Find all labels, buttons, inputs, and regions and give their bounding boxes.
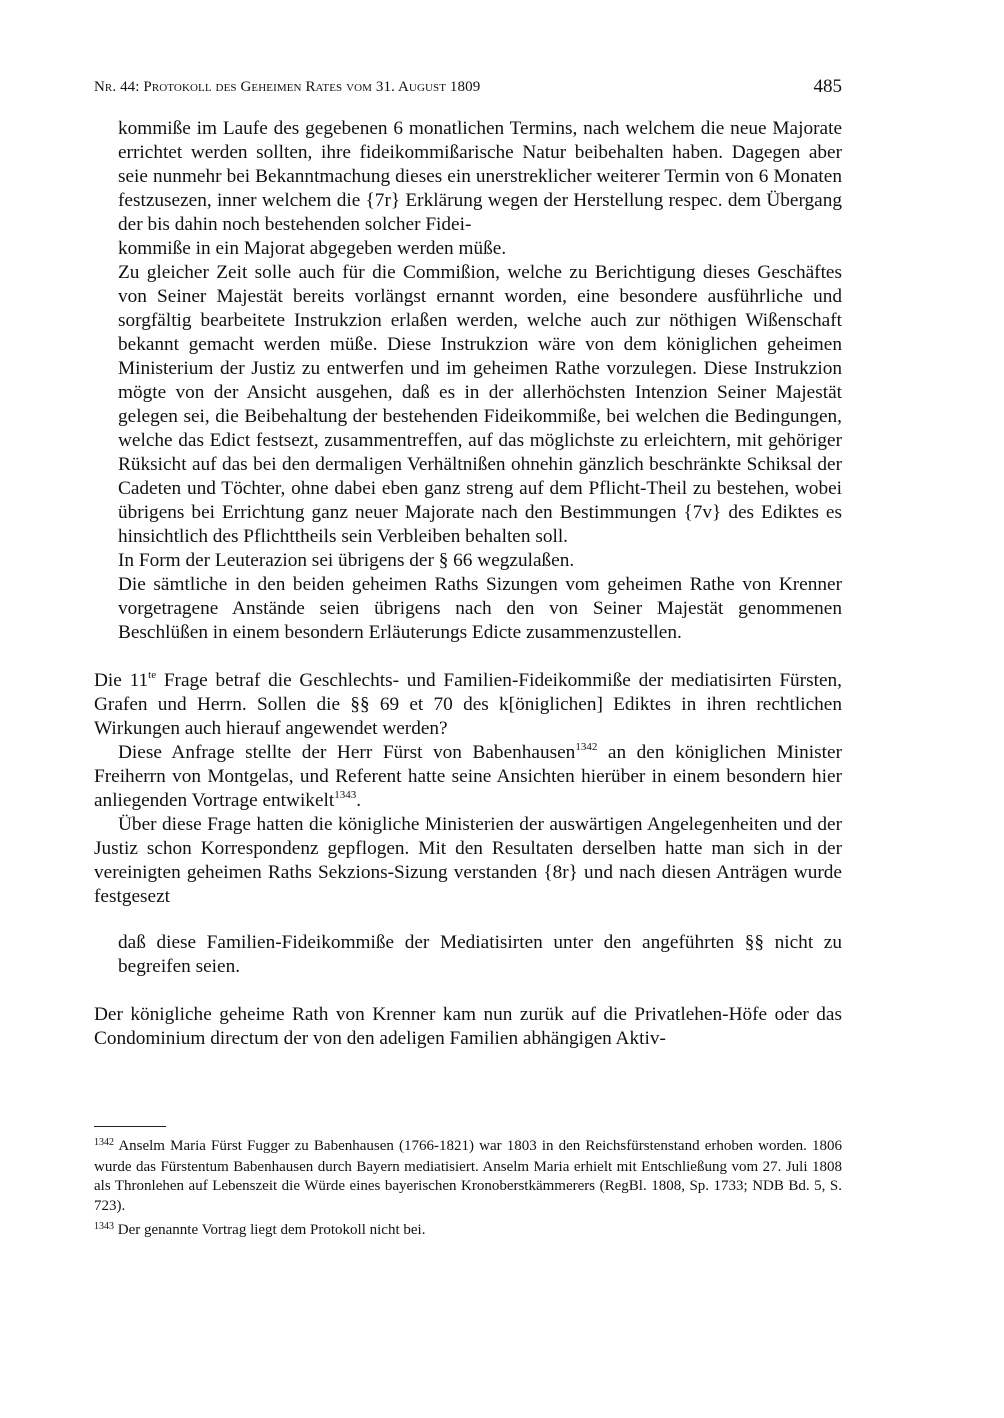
footnote-1343 bbox=[94, 1221, 842, 1242]
paragraph-commission-instruction: Zu gleicher Zeit solle auch für die Commißion, welche zu Berichtigung dieses Geschäftes von Seiner Majestät bereits vorlängst ernannt worden, eine besondere ausführliche und sorgfältig bearbeitete Instrukzion erlaßen werden, welche auch zur nöthigen Wißenschaft bekannt gemacht werden müße. Diese Instrukzion wäre von dem königlichen geheimen Ministerium der Justiz zu entwerfen und im geheimen Rathe vorzulegen. Diese Instrukzion mögte von der Ansicht ausgehen, daß es in der allerhöchsten Intenzion Seiner Majestät gelegen sei, die Beibehaltung der bestehenden Fideikommiße, bei welchen die Bedingungen, welche das Edict festsezt, zusammentreffen, auf das möglichste zu erleichtern, mit gehöriger Rüksicht auf das bei den dermaligen Verhältnißen ohnehin gänzlich beschränkte Schiksal der Cadeten und Töchter, ohne dabei eben ganz streng auf dem Pflicht-Theil zu bestehen, wobei übrigens bei Errichtung ganz neuer Majorate nach den Bestimmungen {7v} des Ediktes es hinsichtlich des Pflichttheils sein Verbleiben behalten soll. bbox=[118, 262, 842, 547]
paragraph-privatlehen: Der königliche geheime Rath von Krenner kam nun zurük auf die Privatlehen-Höfe oder das Condominium directum der von den adeligen Familien abhängigen Aktiv- bbox=[94, 1004, 842, 1049]
footnote-divider bbox=[94, 1126, 166, 1127]
paragraph-text-a: kommiße im Laufe des gegebenen 6 monatlichen Termins, nach welchem die neue Majorate errichtet werden sollten, ihre fideikommißarische Natur beibehalten haben. Dagegen aber seie nunmehr bei Bekanntmachung dieses ein unerstreklicher weiterer Termin von 6 Monaten festzusezen, inner welchem die {7r} Erklärung wegen der Herstellung respec. dem Übergang der bis dahin noch bestehenden solcher Fidei- bbox=[118, 118, 842, 235]
paragraph-text-b: kommiße in ein Majorat abgegeben werden müße. bbox=[118, 238, 507, 259]
footnotes bbox=[94, 1137, 842, 1246]
paragraph-erlaeuterungs-edict: Die sämtliche in den beiden geheimen Raths Sizungen vom geheimen Rathe von Krenner vorgetragene Anstände seien übrigens nach den von Seiner Majestät genommenen Beschlüßen in einem besondern Erläuterungs Edicte zusammenzustellen. bbox=[118, 574, 842, 643]
running-title: Nr. 44: Protokoll des Geheimen Rates vom 31. August 1809 bbox=[94, 79, 481, 95]
paragraph-resolution-mediatisirte: daß diese Familien-Fideikommiße der Mediatisirten unter den angeführten §§ nicht zu begreifen seien. bbox=[118, 932, 842, 977]
paragraph-ministry-correspondence: Über diese Frage hatten die königliche Ministerien der auswärtigen Angelegenheiten und der Justiz schon Korrespondenz gepflogen. Mit den Resultaten derselben hatte man sich in der vereinigten geheimen Raths Sekzions-Sizung verstanden {8r} und nach diesen Anträgen wurde festgesezt bbox=[94, 814, 842, 907]
paragraph-resolution-continuation bbox=[118, 117, 842, 261]
inquiry-text-c: . bbox=[356, 790, 362, 811]
paragraph-babenhausen-inquiry bbox=[94, 741, 842, 813]
body-text bbox=[94, 117, 842, 1051]
paragraph-leuterazion: In Form der Leuterazion sei übrigens der § 66 wegzulaßen. bbox=[118, 550, 575, 571]
footnote-text: Der genannte Vortrag liegt dem Protokoll nicht bei. bbox=[117, 1221, 426, 1238]
footnote-text: Anselm Maria Fürst Fugger zu Babenhausen (1766-1821) war 1803 in den Reichsfürstenstand erhoben worden. 1806 wurde das Fürstentum Babenhausen durch Bayern mediatisiert. Anselm Maria erhielt mit Entschließung vom 27. Juli 1808 als Thronlehen auf Lebenszeit die Würde eines bayerischen Kronoberstkämmerers (RegBl. 1808, Sp. 1733; NDB Bd. 5, S. 723). bbox=[94, 1138, 842, 1215]
footnote-number: 1342 bbox=[94, 1137, 114, 1148]
footnote-1342 bbox=[94, 1137, 842, 1217]
footnote-ref-1342[interactable]: 1342 bbox=[575, 740, 598, 753]
paragraph-question-11 bbox=[94, 669, 842, 741]
inquiry-text-b: an den königlichen Minister Freiherrn von Montgelas, und Referent hatte seine Ansichten hierüber in einem besondern hier anliegenden Vortrage entwikelt bbox=[94, 742, 842, 811]
inquiry-text-a: Diese Anfrage stellte der Herr Fürst von Babenhausen bbox=[118, 742, 576, 763]
question-text-start: Die 11 bbox=[94, 670, 149, 691]
running-head bbox=[94, 76, 842, 98]
footnote-ref-1343[interactable]: 1343 bbox=[334, 788, 357, 801]
ordinal-superscript: te bbox=[148, 668, 157, 681]
footnote-number: 1343 bbox=[94, 1220, 114, 1232]
question-text-rest: Frage betraf die Geschlechts- und Familien-Fideikommiße der mediatisirten Fürsten, Grafen und Herrn. Sollen die §§ 69 et 70 des k[öniglichen] Ediktes in ihren rechtlichen Wirkungen auch hierauf angewendet werden? bbox=[94, 670, 842, 739]
page-number: 485 bbox=[813, 76, 842, 97]
